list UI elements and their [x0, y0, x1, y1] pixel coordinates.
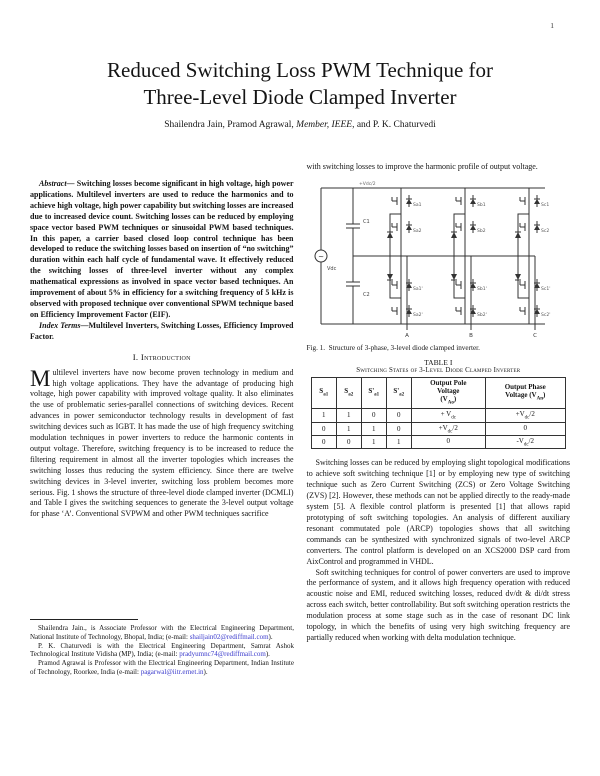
switch-label: Sb1' [477, 286, 488, 292]
switch-label: Sa1 [413, 202, 422, 208]
footnote-separator [30, 619, 138, 620]
col-header-pole-voltage: Output Pole Voltage $(V_{Ao})$ [411, 377, 485, 408]
authors-names: Shailendra Jain, Pramod Agrawal, [164, 120, 297, 130]
figure-caption-text: Structure of 3-phase, 3-level diode clamped inverter. [328, 343, 480, 352]
circuit-diagram-image [313, 178, 563, 338]
switch-label: Sb2' [477, 312, 488, 318]
continuation-paragraph: with switching losses to improve the harmonic profile of output voltage. [306, 162, 538, 171]
col-header-sa2p: $S'_{a2}$ [386, 377, 411, 408]
index-terms-text: —Multilevel Inverters, Switching Losses, Efficiency Improved Factor. [30, 320, 294, 341]
table-row [311, 409, 565, 422]
table-cell: 0 [311, 422, 336, 435]
title-line2: Three-Level Diode Clamped Inverter [143, 85, 457, 109]
table-cell: $+V_{dc}/2$ [411, 422, 485, 435]
col-header-phase-voltage: Output Phase Voltage $(V_{An})$ [485, 377, 565, 408]
footnote-2-email-link[interactable]: pradyumnc74@rediffmail.com [179, 650, 266, 659]
table-row [311, 422, 565, 435]
c2-label: C2 [363, 291, 370, 298]
figure-1-caption [307, 344, 571, 352]
source-symbol: ~ [318, 252, 325, 261]
vdc-label: Vdc [327, 265, 337, 272]
footnote-2 [30, 642, 294, 660]
switch-label: Sb1 [477, 202, 486, 208]
authors-member-ieee: Member, IEEE [296, 120, 353, 130]
table-cell: $-V_{dc}/2$ [485, 436, 565, 449]
footnote-3-text: Pramod Agrawal is Professor with the Electrical Engineering Department, Indian Institute of Technology, Roorkee, India (e-mail: [30, 659, 294, 676]
footnote-3-close: ). [203, 667, 208, 676]
abstract-lead: Abstract— [39, 179, 75, 188]
switch-label: Sc1' [541, 286, 551, 292]
table-1-subtitle: Switching States of 3-Level Diode Clamped Inverter [356, 366, 521, 374]
switch-label: Sb2 [477, 228, 486, 234]
body-paragraph-2: Switching losses can be reduced by employing slight topological modifications to achieve soft switching technique [1] or by employing new type of switching technique such as Zero Current Switching (ZCS) or Zero Voltage Switching (ZVS) [2]. However, these methods can not be applied directly to the ready-made system [5]. A flexible control platform is presented [1] that allows rapid prototyping of soft switching topologies. An analysis of different auxiliary resonant commutated pole (ARCP) topologies shows that all switching commands can be synthesized with synchronized signals of two-level ARCP converters. The control platform is developed on an XCS2000 DSP card from AixControl and programmed in VHDL. [306, 458, 570, 566]
footnote-block [30, 619, 294, 677]
table-cell: 1 [336, 422, 361, 435]
table-row [311, 436, 565, 449]
phase-c-label: C [533, 332, 538, 338]
index-terms-paragraph [30, 321, 294, 343]
authors-names2: , and P. K. Chaturvedi [352, 120, 436, 130]
footnote-1-email-link[interactable]: shailjain02@rediffmail.com [189, 632, 269, 641]
phase-b-label: B [469, 332, 474, 338]
switch-label: Sa2 [413, 228, 422, 234]
table-cell: 0 [311, 436, 336, 449]
footnote-1-text: Shailendra Jain., is Associate Professor with the Electrical Engineering Department, National Institute of Technology, Bhopal, India; (e-mail: [30, 624, 294, 641]
table-cell: 1 [361, 422, 386, 435]
table-cell: 0 [336, 436, 361, 449]
switch-label: Sc2 [541, 228, 550, 234]
footnote-1-close: ). [268, 632, 273, 641]
abstract-text: Switching losses become significant in high voltage, high power applications. Multilevel inverters are used to reduce the harmonics and to achieve high voltage, high power capability but switching losses are increased due to increased device count. Switching losses can be reduced by employing space vector based PWM techniques or sinusoidal PWM based techniques. In this paper, a carrier based closed loop control technique has been developed to reduce the switching losses based on insertion of “no switching” duration within each half cycle of fundamental wave. It effectively reduced the switching losses of three-level inverter without any complex mathematical expressions as involved in space vector based techniques. An improvement of about 5% in efficiency for a switching frequency of 5 kHz is observed with proposed technique over conventional SPWM technique based on Efficiency Improvement Factor (EIF). [30, 179, 294, 319]
switch-label: Sa1' [413, 286, 423, 292]
section-heading-introduction: I. Introduction [132, 351, 191, 362]
body-paragraph-3: Soft switching techniques for control of power converters are used to improve the performance of system, and it allows high frequency operation with reduced acoustic noise and EMI, reduced switching losses, reduced dv/dt & di/dt stress across each switch, better controllability. But soft switching operation restricts the modulation process at some stage such as in the case of resonant DC link topology, in which the benefits of using very high switching frequency are partially reduced when working with delta modulation technique. [306, 567, 570, 642]
table-cell: 0 [411, 436, 485, 449]
table-cell: 1 [311, 409, 336, 422]
table-cell: 1 [361, 436, 386, 449]
table-cell: 0 [386, 409, 411, 422]
col-header-sa1p: $S'_{a1}$ [361, 377, 386, 408]
figure-caption-label: Fig. 1. [306, 343, 326, 352]
index-terms-lead: Index Terms [39, 320, 81, 330]
col-header-sa1: $S_{a1}$ [311, 377, 336, 408]
page-number: 1 [550, 21, 554, 30]
footnote-2-close: ). [265, 650, 270, 659]
abstract-paragraph [30, 179, 294, 321]
table-cell: $+V_{dc}/2$ [485, 409, 565, 422]
footnote-3-email-link[interactable]: pagarwal@iitr.ernet.in [140, 667, 204, 676]
drop-cap: M [30, 365, 51, 391]
phase-a-label: A [405, 332, 410, 338]
table-cell: 0 [361, 409, 386, 422]
col-header-sa2: $S_{a2}$ [336, 377, 361, 408]
intro-paragraph [30, 365, 294, 521]
switch-label: Sc1 [541, 202, 550, 208]
left-column [30, 162, 294, 676]
footnote-2-text: P. K. Chaturvedi is with the Electrical Engineering Department, Samrat Ashok Technological Institute Vidisha (MP), India; (e-mail: [30, 641, 294, 659]
table-cell: 0 [485, 422, 565, 435]
table-header-row [311, 377, 565, 408]
table-cell: 1 [386, 436, 411, 449]
table-cell: + $V_{dc}$ [411, 409, 485, 422]
switch-label: Sc2' [541, 312, 551, 318]
c1-label: C1 [363, 218, 370, 225]
two-column-body [0, 162, 600, 676]
table-cell: 1 [336, 409, 361, 422]
paper-title [0, 0, 600, 111]
footnote-3 [30, 659, 294, 677]
title-line1: Reduced Switching Loss PWM Technique for [107, 58, 493, 82]
switch-label: Sa2' [413, 312, 423, 318]
switching-states-table [311, 377, 566, 450]
fig-top-label: +Vdc/2 [359, 181, 376, 187]
intro-text: ultilevel inverters have now become proven technology in medium and high voltage applications. They have the advantage of producing high voltage, high power capability with improved voltage quality. It also eliminates the use of problematic series-parallel connections of switching devices. Recent advances in power semiconductor technology results in development of fast switching devices such as IGBT. It has made the use of high frequency switching modulation techniques in power inverters to reduce the harmonic contents in output voltage. Therefore, switching frequency is to be increased to reduce the filtering requirement in almost all the inverter topologies which increases the switching losses thus reducing the system efficiency. Since there are twelve switching devices in 3-level inverter, switching loss problem becomes more serious. Fig. 1 shows the structure of three-level diode clamped inverter (DCMLI) and Table I gives the switching sequences to generate the 3-level output voltage for phase ‘A’. Conventional SVPWM and other PWM techniques sacrifice [30, 367, 294, 519]
right-column [307, 162, 571, 644]
author-line [0, 120, 600, 130]
figure-1 [307, 178, 571, 352]
table-1-title: TABLE I [424, 357, 453, 367]
footnote-1 [30, 624, 294, 642]
table-cell: 0 [386, 422, 411, 435]
